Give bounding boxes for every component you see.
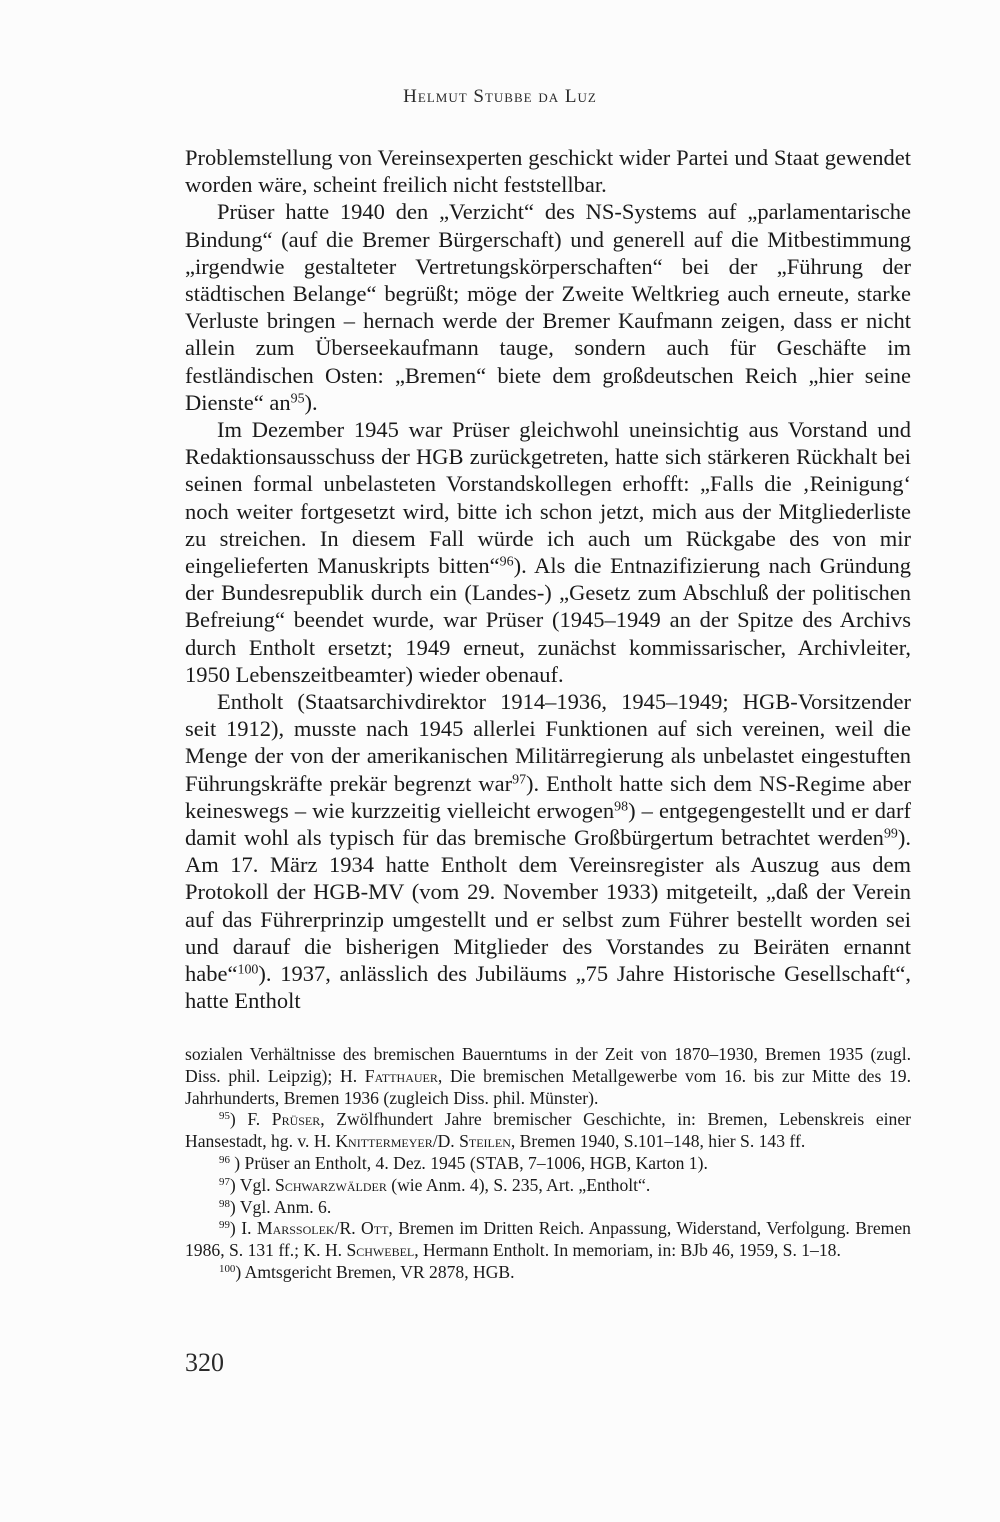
footnote-ref: 98 (614, 799, 629, 815)
footnote-number: 96 (219, 1153, 230, 1166)
footnote-95 (185, 1109, 911, 1153)
paragraph-text: Im Dezember 1945 war Prüser gleichwohl uneinsichtig aus Vorstand und Redaktionsausschuss der HGB zurückgetreten, hatte sich stärkeren Rückhalt bei seinen formal unbelasteten Vorstandskollegen erhofft: „Falls die ‚Reinigung‘ noch weiter fortgesetzt wird, bitte ich schon jetzt, mich aus der Mitgliederliste zu streichen. In diesem Fall würde ich auch um Rückgabe des von mir eingelieferten Manuskripts bitten“ (185, 417, 911, 579)
paragraph-text: ). (304, 389, 318, 415)
footnote-98 (185, 1197, 911, 1219)
paragraph-text: ). Entholt hatte sich dem NS-Regime aber keineswegs – wie kurzzeitig vielleicht erwogen (185, 770, 911, 823)
footnote-number: 95 (219, 1110, 230, 1123)
footnote-text: ) Prüser an Entholt, 4. Dez. 1945 (STAB, 7–1006, HGB, Karton 1). (229, 1152, 708, 1173)
footnote-text: ) Vgl. (229, 1174, 276, 1195)
footnote-text: ) I. (229, 1218, 257, 1239)
footnote-text: , Bremen 1940, S.101–148, hier S. 143 ff. (510, 1131, 806, 1152)
footnotes (185, 1044, 911, 1284)
footnote-96 (185, 1153, 911, 1175)
paragraph (185, 688, 911, 1014)
author-name: Prüser (271, 1109, 321, 1130)
paragraph-text: Problemstellung von Vereinsexperten geschickt wider Partei und Staat gewendet worden wäre, scheint freilich nicht feststellbar. (185, 145, 911, 198)
running-head: Helmut Stubbe da Luz (403, 86, 597, 107)
footnote-text: ) F. (229, 1109, 272, 1130)
footnote-number: 97 (219, 1175, 230, 1188)
footnote-ref: 100 (237, 962, 259, 978)
author-name: Marssolek/R. Ott (256, 1218, 389, 1239)
footnote-number: 99 (219, 1219, 230, 1232)
main-text (185, 144, 911, 1015)
paragraph-text: ). Als die Entnazifizierung nach Gründung der Bundesrepublik durch ein (Landes-) „Gesetz zum Abschluß der politischen Befreiung“ beendet wurde, war Prüser (1945–1949 an der Spitze des Archivs durch Entholt ersetzt; 1949 erneut, zunächst kommissarischer, Archivleiter, 1950 Lebenszeitbeamter) wieder obenauf. (185, 553, 911, 687)
author-name: Fatthauer (364, 1065, 438, 1086)
paragraph-text: ) – entgegengestellt und er darf damit wohl als typisch für das bremische Großbürgertum betrachtet werden (185, 797, 911, 851)
footnote-number: 100 (219, 1262, 236, 1275)
page-number: 320 (185, 1348, 224, 1377)
author-name: Schwebel (346, 1240, 415, 1261)
footnote-97 (185, 1175, 911, 1197)
footnote-text: ) Vgl. Anm. 6. (229, 1196, 332, 1217)
footnote-ref: 96 (499, 554, 514, 570)
footnote-100 (185, 1262, 911, 1284)
author-name: Schwarzwälder (275, 1174, 387, 1195)
paragraph (185, 144, 911, 198)
paragraph-text: Entholt (Staatsarchivdirektor 1914–1936, 1945–1949; HGB-Vorsitzender seit 1912), musste nach 1945 allerlei Funktionen auf sich vereinen, weil die Menge der von der amerikanischen Militärregierung als unbelastet eingestuften Führungskräfte prekär begrenzt war (185, 689, 911, 796)
footnote-text: , Zwölfhundert Jahre bremischer Geschichte, in: Bremen, Lebenskreis einer Hansestadt, hg. v. H. (185, 1109, 911, 1152)
paragraph-text: ). Am 17. März 1934 hatte Entholt dem Vereinsregister als Auszug aus dem Protokoll der HGB-MV (vom 29. November 1933) mitgeteilt, „daß der Verein auf das Führerprinzip umgestellt und er selbst zum Führer bestellt worden sei und darauf die bisherigen Mitglieder des Vorstandes zu Beiräten ernannt habe“ (185, 825, 911, 987)
footnote-99 (185, 1218, 911, 1262)
footnote-ref: 97 (512, 772, 527, 787)
footnote-text: , Hermann Entholt. In memoriam, in: BJb 46, 1959, S. 1–18. (414, 1240, 841, 1261)
footnote-continued (185, 1044, 911, 1109)
footnote-text: (wie Anm. 4), S. 235, Art. „Entholt“. (386, 1174, 651, 1195)
paragraph-text: ). 1937, anlässlich des Jubiläums „75 Jahre Historische Gesellschaft“, hatte Entholt (185, 961, 911, 1014)
paragraph (185, 198, 911, 416)
footnote-ref: 99 (883, 826, 898, 842)
footnote-text: ) Amtsgericht Bremen, VR 2878, HGB. (235, 1261, 515, 1282)
paragraph (185, 416, 911, 688)
footnote-text: sozialen Verhältnisse des bremischen Bauerntums in der Zeit von 1870–1930, Bremen 1935 (zugl. Diss. phil. Leipzig); H. (185, 1044, 911, 1086)
footnote-ref: 95 (290, 391, 305, 407)
footnote-number: 98 (219, 1197, 230, 1210)
author-name: Knittermeyer/D. Steilen (335, 1131, 511, 1152)
footnote-text: , Die bremischen Metallgewerbe vom 16. bis zur Mitte des 19. Jahrhunderts, Bremen 1936 (zugleich Diss. phil. Münster). (185, 1065, 911, 1108)
paragraph-text: Prüser hatte 1940 den „Verzicht“ des NS-Systems auf „parlamentarische Bindung“ (auf die Bremer Bürgerschaft) und generell auf die Mitbestimmung „irgendwie gestalteter Vertretungskörperschaften“ bei der „Führung der städtischen Belange“ begrüßt; möge der Zweite Weltkrieg auch erneute, starke Verluste bringen – hernach werde der Bremer Kaufmann zeigen, dass er nicht allein zum Überseekaufmann tauge, sondern auch für Geschäfte im festländischen Osten: „Bremen“ biete dem großdeutschen Reich „hier seine Dienste“ an (185, 199, 911, 415)
footnote-text: , Bremen im Dritten Reich. Anpassung, Widerstand, Verfolgung. Bremen 1986, S. 131 ff.; K. H. (185, 1218, 911, 1261)
